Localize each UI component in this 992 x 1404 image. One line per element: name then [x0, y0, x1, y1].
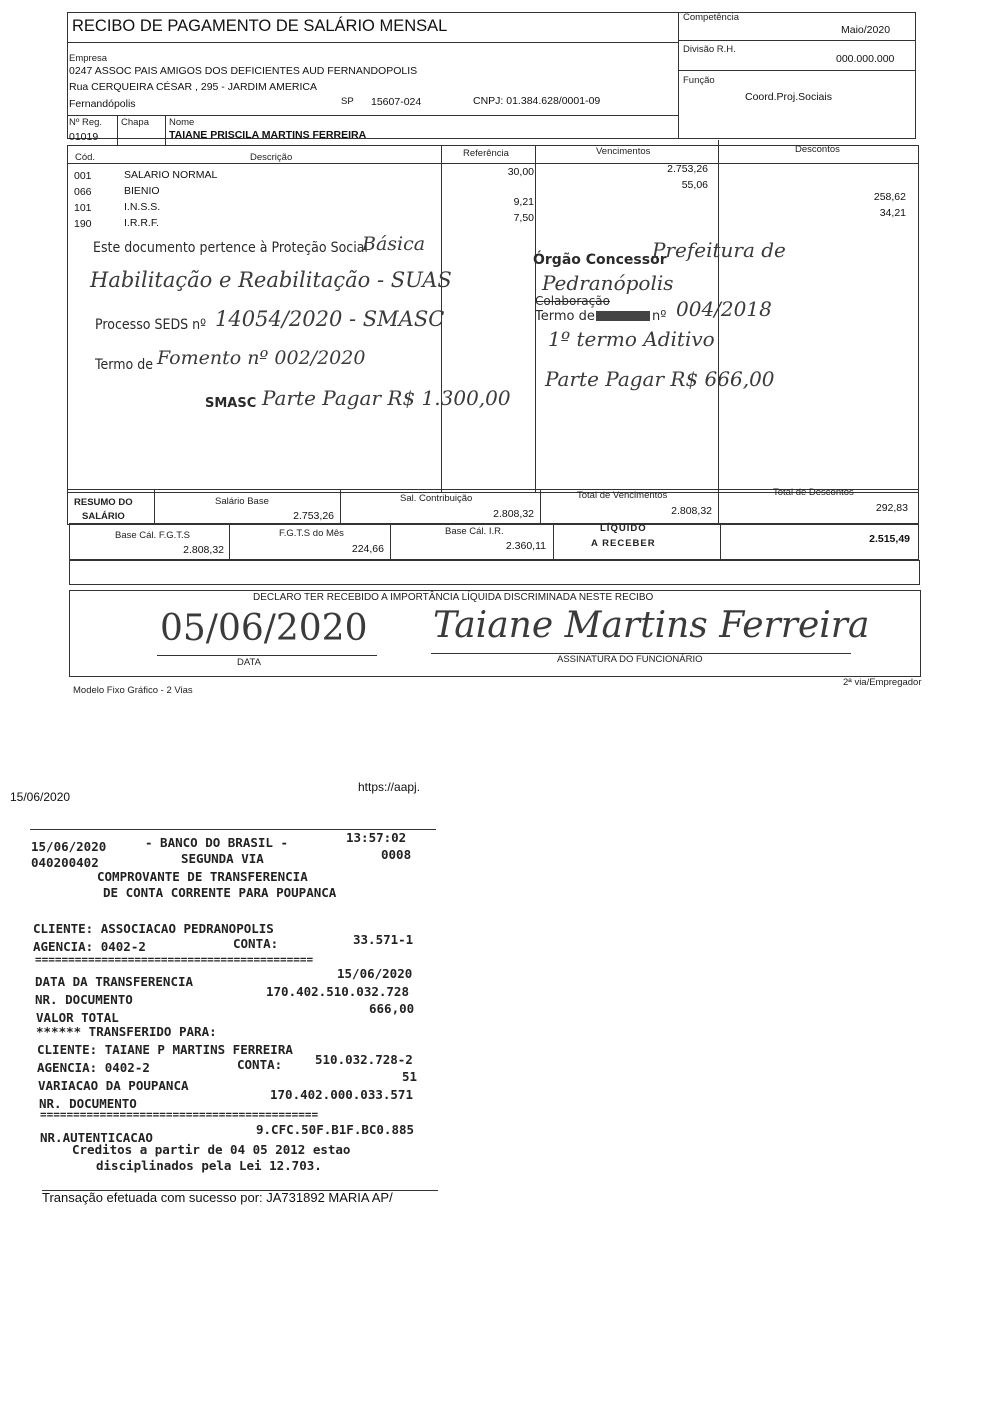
divisao-label: Divisão R.H. [683, 44, 736, 55]
nr-doc2-label: NR. DOCUMENTO [39, 1096, 137, 1111]
valor-value: 666,00 [369, 1001, 415, 1016]
row-desc: I.N.S.S. [124, 201, 161, 213]
separator-2: ========================================== [40, 1108, 319, 1121]
employee-divider [165, 115, 166, 145]
row-desc: I.R.R.F. [124, 217, 160, 229]
sal-contrib-value: 2.808,32 [493, 508, 534, 520]
cliente2: CLIENTE: TAIANE P MARTINS FERREIRA [37, 1042, 293, 1057]
parte-hand: Parte Pagar R$ 666,00 [545, 367, 775, 391]
row-desc: BIENIO [124, 185, 160, 197]
liquido-label2: A RECEBER [591, 538, 656, 549]
processo-label: Processo SEDS nº [95, 317, 207, 333]
summary-divider [154, 489, 155, 525]
valor-label: VALOR TOTAL [36, 1010, 119, 1025]
termo2-label-no: nº [652, 309, 667, 324]
base-divider [229, 523, 230, 560]
redacted-mark [596, 311, 650, 321]
termo-label: Termo de [95, 357, 154, 373]
print-date: 15/06/2020 [10, 790, 71, 804]
nreg-label: Nº Reg. [69, 117, 103, 128]
summary-divider [718, 489, 719, 525]
row-ref: 30,00 [507, 166, 534, 178]
termo2-hand: 004/2018 [676, 297, 772, 321]
row-cod: 101 [74, 202, 92, 214]
summary-divider [540, 489, 541, 525]
cliente1: CLIENTE: ASSOCIACAO PEDRANOPOLIS [33, 921, 274, 936]
nome-label: Nome [169, 117, 195, 128]
col-descontos-header: Descontos [795, 144, 840, 155]
data-transf-label: DATA DA TRANSFERENCIA [35, 974, 194, 989]
autentic-value: 9.CFC.50F.B1F.BC0.885 [256, 1122, 415, 1137]
receipt-time: 13:57:02 [346, 830, 407, 845]
signature-label: ASSINATURA DO FUNCIONÁRIO [557, 654, 703, 665]
competencia-value: Maio/2020 [841, 24, 891, 36]
funcao-label: Função [683, 75, 715, 86]
employee-line [67, 115, 679, 116]
total-venc-value: 2.808,32 [671, 505, 712, 517]
termo-hand: Fomento nº 002/2020 [157, 347, 366, 369]
items-header-line [67, 163, 919, 164]
nr-doc-value: 170.402.510.032.728 [266, 984, 409, 999]
stamp-hand-habilitacao: Habilitação e Reabilitação - SUAS [90, 268, 452, 292]
creditos2: disciplinados pela Lei 12.703. [96, 1158, 322, 1173]
summary-divider [340, 489, 341, 525]
separator-1: ========================================== [35, 953, 314, 966]
smasc-label: SMASC [205, 396, 257, 411]
receipt-num: 0008 [381, 847, 412, 862]
total-venc-label: Total de Vencimentos [577, 490, 668, 501]
resumo-label: RESUMO DO [74, 497, 133, 508]
print-url: https://aapj. [358, 780, 421, 794]
row-cod: 001 [74, 170, 92, 182]
fgts-mes-label: F.G.T.S do Mês [279, 528, 344, 539]
liquido-value: 2.515,49 [869, 533, 910, 545]
blank-row [69, 560, 920, 585]
modelo-text: Modelo Fixo Gráfico - 2 Vias [73, 685, 193, 696]
empresa-label: Empresa [69, 53, 108, 64]
signature-hand: Taiane Martins Ferreira [433, 605, 870, 646]
total-desc-label: Total de Descontos [773, 487, 854, 498]
variacao-value: 51 [402, 1069, 418, 1084]
header-line [678, 40, 916, 41]
row-cod: 190 [74, 218, 92, 230]
nr-doc2-value: 170.402.000.033.571 [270, 1087, 413, 1102]
date-hand: 05/06/2020 [160, 608, 368, 649]
empresa-endereco: Rua CERQUEIRA CÉSAR , 295 - JARDIM AMERICA [69, 81, 317, 93]
receipt-date: 15/06/2020 [31, 839, 107, 854]
col-referencia-header: Referência [463, 148, 509, 159]
row-cod: 066 [74, 186, 92, 198]
employee-divider [117, 115, 118, 145]
receipt-via: SEGUNDA VIA [181, 851, 264, 866]
chapa-label: Chapa [121, 117, 149, 128]
base-fgts-value: 2.808,32 [183, 544, 224, 556]
base-ir-label: Base Cál. I.R. [445, 526, 504, 537]
row-ref: 9,21 [513, 196, 534, 208]
data-transf-value: 15/06/2020 [337, 966, 413, 981]
nome-value: TAIANE PRISCILA MARTINS FERREIRA [169, 129, 367, 141]
declaration-text: DECLARO TER RECEBIDO A IMPORTÂNCIA LÍQUIDA DISCRIMINADA NESTE RECIBO [253, 592, 654, 603]
funcao-value: Coord.Proj.Sociais [745, 91, 832, 103]
receipt-code: 040200402 [31, 855, 99, 870]
resumo-label2: SALÁRIO [82, 511, 125, 522]
col-descricao-header: Descrição [250, 152, 293, 163]
creditos1: Creditos a partir de 04 05 2012 estao [72, 1142, 351, 1157]
conta1-label: CONTA: [233, 936, 279, 951]
competencia-label: Competência [683, 12, 739, 23]
nr-doc-label: NR. DOCUMENTO [35, 992, 133, 1007]
termo2-label: Termo de [535, 309, 595, 324]
nreg-value: 01019 [69, 131, 99, 143]
row-descon: 258,62 [873, 191, 906, 203]
receipt-title1: COMPROVANTE DE TRANSFERENCIA [97, 869, 308, 884]
receipt-footer: Transação efetuada com sucesso por: JA731892 MARIA AP/ [42, 1190, 393, 1205]
payslip-title: RECIBO DE PAGAMENTO DE SALÁRIO MENSAL [72, 17, 448, 35]
conta1-value: 33.571-1 [353, 932, 414, 947]
row-venc: 2.753,26 [667, 163, 708, 175]
orgao-hand2: Pedranópolis [542, 271, 674, 295]
base-divider [720, 523, 721, 560]
liquido-label: LÍQUIDO [600, 523, 647, 534]
empresa-uf: SP [341, 96, 354, 107]
autentic-label: NR.AUTENTICACAO [40, 1130, 153, 1145]
header-divider [678, 12, 679, 139]
receipt-bank: - BANCO DO BRASIL - [145, 835, 288, 850]
agencia2: AGENCIA: 0402-2 [37, 1060, 150, 1075]
divisao-value: 000.000.000 [836, 53, 895, 65]
smasc-hand: Parte Pagar R$ 1.300,00 [262, 386, 511, 410]
salario-base-label: Salário Base [215, 496, 269, 507]
base-fgts-label: Base Cál. F.G.T.S [115, 530, 190, 541]
base-ir-value: 2.360,11 [505, 540, 546, 552]
base-divider [553, 523, 554, 560]
agencia1: AGENCIA: 0402-2 [33, 939, 146, 954]
total-desc-value: 292,83 [875, 502, 908, 514]
stamp-hand-basica: Básica [362, 233, 426, 255]
variacao-label: VARIACAO DA POUPANCA [38, 1078, 189, 1093]
termo2-hand2: 1º termo Aditivo [548, 327, 715, 351]
row-venc: 55,06 [681, 179, 708, 191]
col-vencimentos-header: Vencimentos [596, 146, 651, 157]
colab-label: Colaboração [535, 294, 610, 308]
row-desc: SALARIO NORMAL [124, 169, 218, 181]
via-text: 2ª via/Empregador [843, 677, 922, 688]
empresa-cnpj: CNPJ: 01.384.628/0001-09 [473, 95, 601, 107]
empresa-cidade: Fernandópolis [69, 98, 136, 110]
transferido-label: ****** TRANSFERIDO PARA: [36, 1024, 217, 1039]
header-line [67, 42, 679, 43]
receipt-title2: DE CONTA CORRENTE PARA POUPANCA [103, 885, 337, 900]
stamp-line1: Este documento pertence à Proteção Social [93, 240, 368, 256]
row-ref: 7,50 [513, 212, 534, 224]
fgts-mes-value: 224,66 [351, 543, 384, 555]
sal-contrib-label: Sal. Contribuição [400, 493, 473, 504]
base-divider [390, 523, 391, 560]
conta2-label: CONTA: [237, 1057, 283, 1072]
processo-hand: 14054/2020 - SMASC [215, 307, 445, 331]
date-line [157, 655, 377, 656]
orgao-hand1: Prefeitura de [652, 238, 786, 262]
col-cod-header: Cód. [75, 152, 96, 163]
conta2-value: 510.032.728-2 [315, 1052, 413, 1067]
header-line [678, 70, 916, 71]
row-descon: 34,21 [879, 207, 906, 219]
salario-base-value: 2.753,26 [293, 510, 334, 522]
empresa-nome: 0247 ASSOC PAIS AMIGOS DOS DEFICIENTES AUD FERNANDOPOLIS [69, 65, 418, 77]
orgao-label: Órgão Concessor [533, 252, 667, 268]
date-label: DATA [237, 657, 261, 668]
empresa-cep: 15607-024 [371, 96, 422, 108]
